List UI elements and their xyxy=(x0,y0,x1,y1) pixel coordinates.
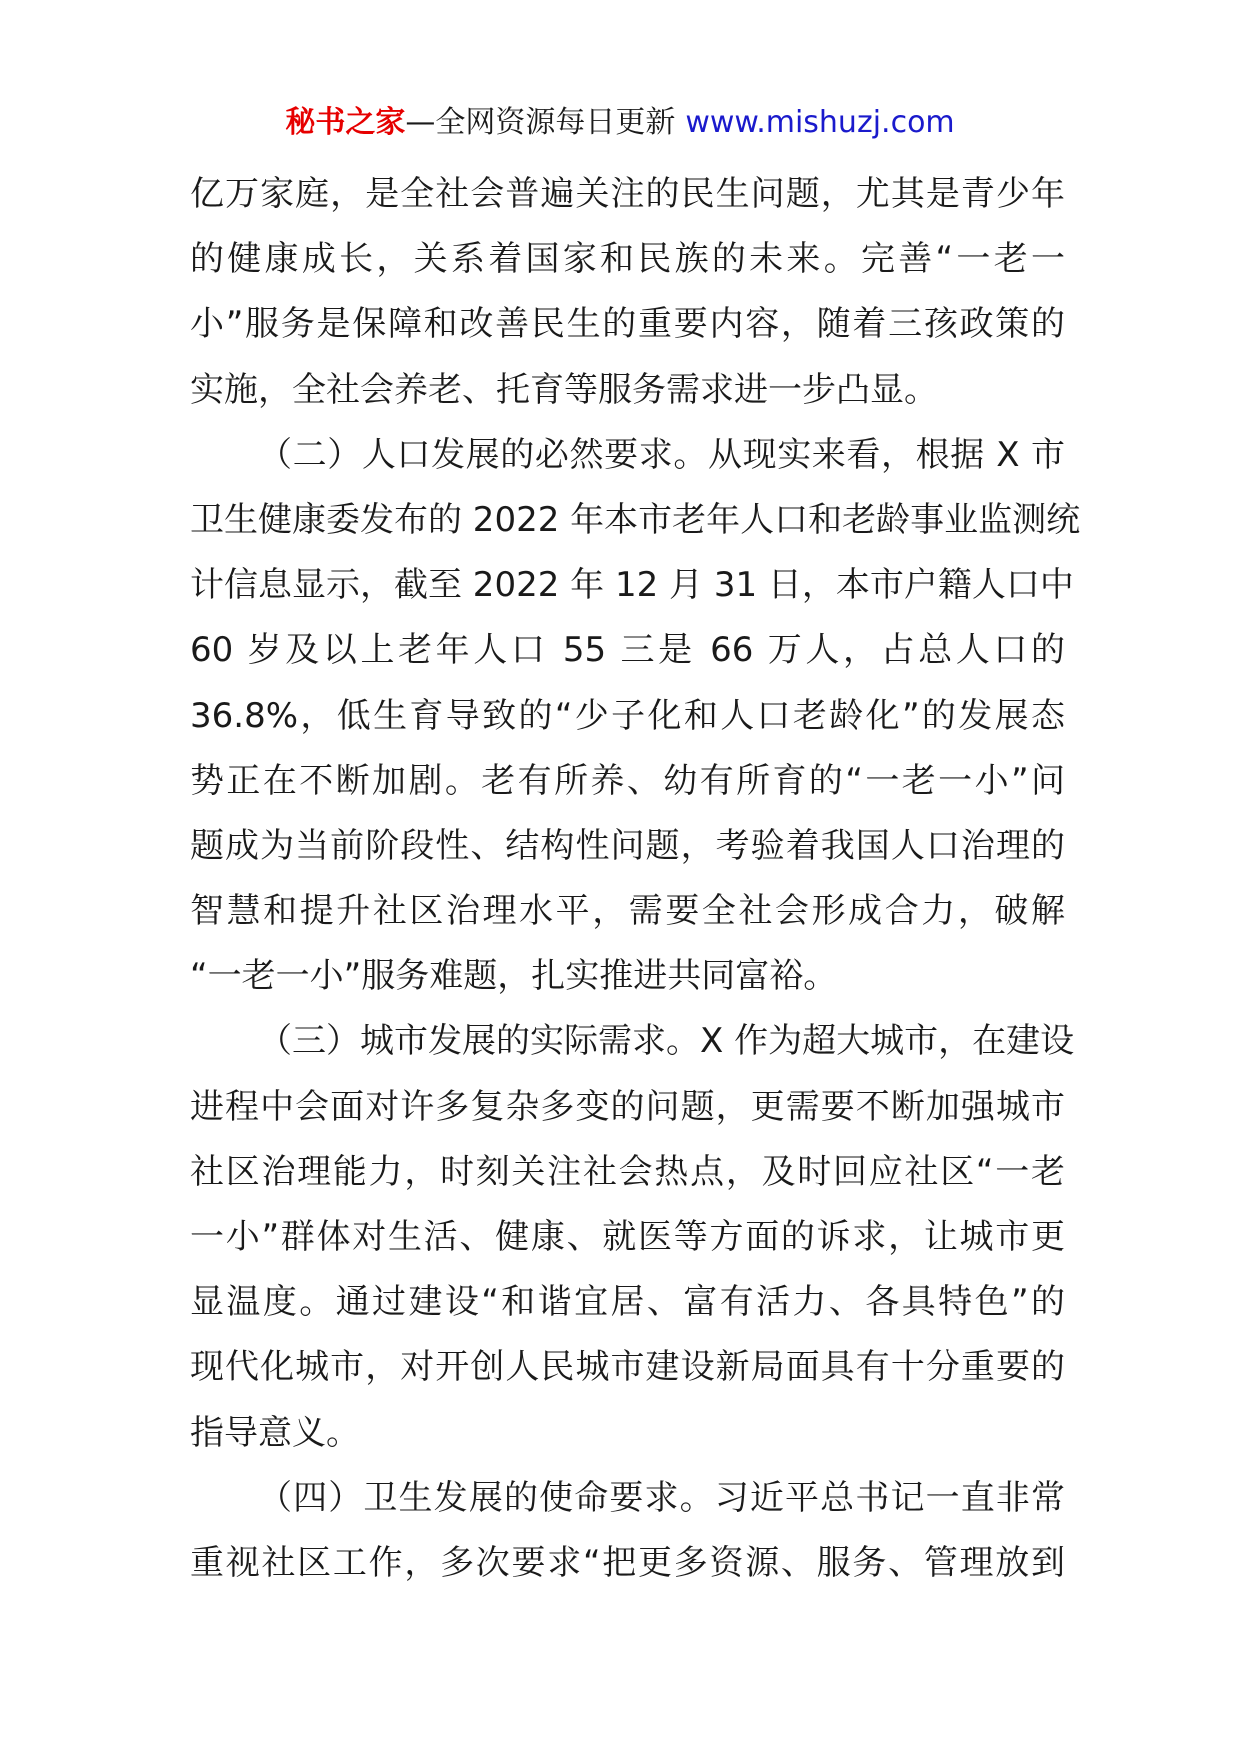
text-line: 36.8%，低生育导致的“少子化和人口老龄化”的发展态 xyxy=(190,695,1065,736)
header-tagline: —全网资源每日更新 xyxy=(405,105,676,140)
text-line: 智慧和提升社区治理水平，需要全社会形成合力，破解 xyxy=(190,891,1065,932)
text-line: 进程中会面对许多复杂多变的问题，更需要不断加强城市 xyxy=(190,1086,1065,1127)
text-line: （四）卫生发展的使命要求。习近平总书记一直非常 xyxy=(258,1477,1065,1518)
text-line: （三）城市发展的实际需求。X 作为超大城市，在建设 xyxy=(258,1021,1075,1062)
text-line: “一老一小”服务难题，扎实推进共同富裕。 xyxy=(190,956,838,997)
document-body xyxy=(190,162,1081,1596)
text-line: 亿万家庭，是全社会普遍关注的民生问题，尤其是青少年 xyxy=(190,174,1065,214)
text-line: 实施，全社会养老、托育等服务需求进一步凸显。 xyxy=(190,369,938,410)
site-url-link[interactable]: www.mishuzj.com xyxy=(685,105,955,140)
text-line: 计信息显示，截至 2022 年 12 月 31 日，本市户籍人口中 xyxy=(190,565,1074,606)
text-line: 显温度。通过建设“和谐宜居、富有活力、各具特色”的 xyxy=(190,1282,1065,1323)
text-line: 重视社区工作，多次要求“把更多资源、服务、管理放到 xyxy=(190,1542,1065,1583)
brand-name: 秘书之家 xyxy=(285,105,406,140)
text-line: 社区治理能力，时刻关注社会热点，及时回应社区“一老 xyxy=(190,1151,1065,1192)
text-line: 题成为当前阶段性、结构性问题，考验着我国人口治理的 xyxy=(190,825,1065,866)
text-line: 小”服务是保障和改善民生的重要内容，随着三孩政策的 xyxy=(190,304,1065,345)
text-line: 指导意义。 xyxy=(190,1412,360,1453)
page-header xyxy=(0,101,1240,145)
text-line: 卫生健康委发布的 2022 年本市老年人口和老龄事业监测统 xyxy=(190,499,1081,540)
text-line: 一小”群体对生活、健康、就医等方面的诉求，让城市更 xyxy=(190,1217,1065,1257)
text-line: 势正在不断加剧。老有所养、幼有所育的“一老一小”问 xyxy=(190,760,1065,801)
text-line: 的健康成长，关系着国家和民族的未来。完善“一老一 xyxy=(190,239,1065,280)
text-line: （二）人口发展的必然要求。从现实来看，根据 X 市 xyxy=(258,434,1065,475)
text-line: 60 岁及以上老年人口 55 三是 66 万人，占总人口的 xyxy=(190,630,1065,671)
text-line: 现代化城市，对开创人民城市建设新局面具有十分重要的 xyxy=(190,1347,1065,1388)
